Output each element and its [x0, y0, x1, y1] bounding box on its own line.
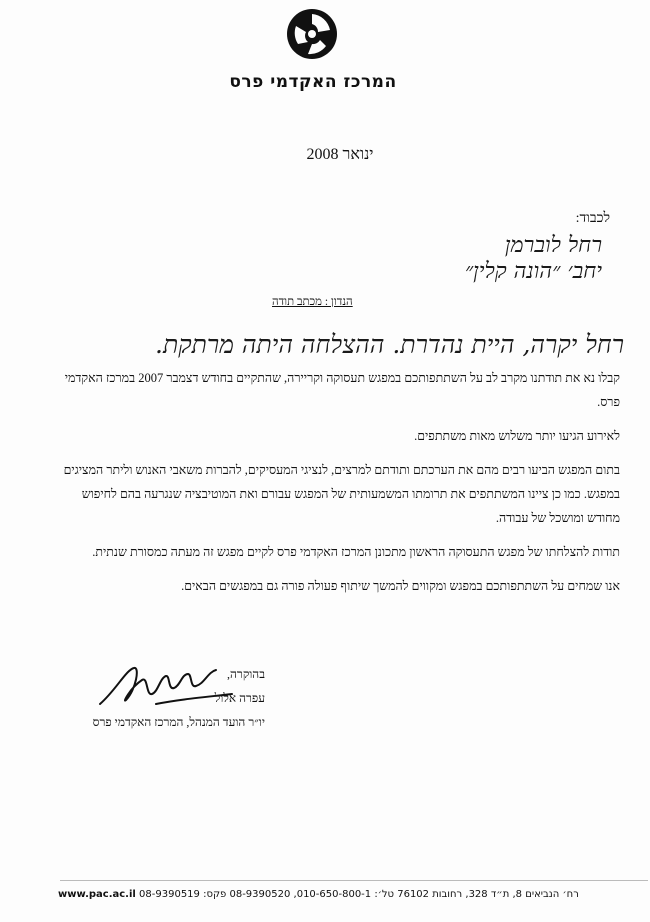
body-paragraph: תודות להצלחתו של מפגש התעסוקה הראשון מתכונן המרכז האקדמי פרס לקיים מפגש זה מעתה כמסורת שנתית.: [92, 545, 620, 559]
footer-website: www.pac.ac.il: [58, 889, 136, 900]
signer-name: עפרה אלול: [214, 691, 265, 705]
to-label: לכבוד:: [575, 211, 610, 226]
subject-line: הנדון : מכתב תודה: [272, 296, 353, 308]
handwritten-greeting: רחל יקרה, היית נהדרת. ההצלחה היתה מרתקת.: [155, 330, 624, 359]
body-paragraph: אנו שמחים על השתתפותכם במפגש ומקווים להמשך שיתוף פעולה פורה גם במפגשים הבאים.: [181, 579, 620, 593]
letter-date: ינואר 2008: [306, 146, 374, 163]
recipient-name: רחל לוברמן: [504, 233, 602, 258]
body-paragraph: בתום המפגש הביעו רבים מהם את הערכתם ותודתם למרצים, לנציגי המעסיקים, להברות משאבי האנוש וליתר המציגים במפגש. כמו כן ציינו המשתתפים את תרומתו המשמעותית של המפגש עבורם ואת המוטיבציה שנגרעה בהם לחיפוש מחודש ומושכל של עבודה.: [63, 463, 620, 525]
letter-body: [50, 366, 620, 608]
org-logo-icon: [286, 8, 338, 60]
signer-title: יו״ר הועד המנהל, המרכז האקדמי פרס: [92, 715, 265, 729]
footer-address: רח׳ הנביאים 8, ת״ד 328, רחובות 76102 טל׳: 010-650-800-1, 08-9390520 פקס: 08-9390519: [139, 889, 579, 900]
org-name: המרכז האקדמי פרס: [229, 72, 397, 92]
footer-divider: [60, 880, 648, 881]
footer: [58, 889, 648, 900]
closing-salutation: בהוקרה,: [227, 667, 265, 681]
body-paragraph: קבלו נא את תודתנו מקרב לב על השתתפותכם במפגש תעסוקה וקריירה, שהתקיים בחודש דצמבר 2007 במרכז האקדמי פרס.: [64, 371, 620, 409]
body-paragraph: לאירוע הגיעו יותר משלוש מאות משתתפים.: [414, 429, 620, 443]
recipient-company: יחב׳ ״הונה קלין״: [464, 259, 602, 284]
signature-icon: [96, 660, 236, 710]
